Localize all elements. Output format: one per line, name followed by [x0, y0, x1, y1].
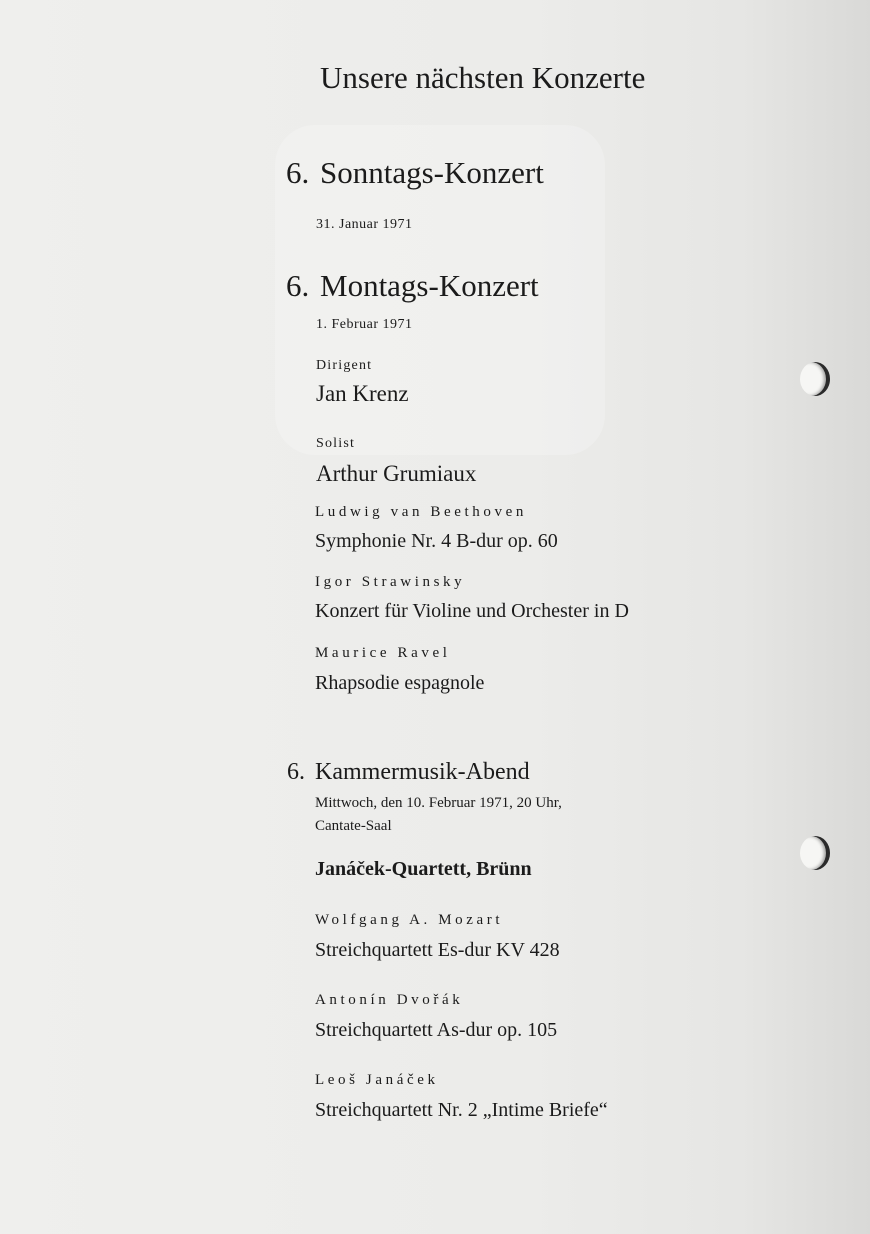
sunday-number: 6.	[286, 155, 310, 190]
sunday-date: 31. Januar 1971	[316, 217, 413, 232]
composer: Leoš Janáček	[315, 1072, 439, 1088]
punch-hole-top	[800, 362, 830, 396]
conductor-name: Jan Krenz	[316, 381, 409, 406]
monday-title: Montags-Konzert	[320, 268, 539, 303]
sunday-title: Sonntags-Konzert	[320, 155, 544, 190]
composer: Igor Strawinsky	[315, 574, 466, 590]
chamber-number: 6.	[287, 759, 305, 785]
chamber-date-line: Mittwoch, den 10. Februar 1971, 20 Uhr,	[315, 795, 562, 811]
work-title: Streichquartett Es-dur KV 428	[315, 939, 560, 961]
conductor-label: Dirigent	[316, 358, 373, 373]
chamber-title: Kammermusik-Abend	[315, 759, 530, 785]
work-title: Symphonie Nr. 4 B-dur op. 60	[315, 530, 558, 552]
work-title: Rhapsodie espagnole	[315, 672, 485, 694]
composer: Maurice Ravel	[315, 645, 451, 661]
ensemble-name: Janáček-Quartett, Brünn	[315, 858, 532, 880]
punch-hole-bottom	[800, 836, 830, 870]
soloist-label: Solist	[316, 436, 356, 451]
page-heading: Unsere nächsten Konzerte	[320, 60, 646, 95]
work-title: Streichquartett As-dur op. 105	[315, 1019, 558, 1041]
soloist-name: Arthur Grumiaux	[316, 461, 477, 486]
composer: Antonín Dvořák	[315, 992, 464, 1008]
chamber-venue-line: Cantate-Saal	[315, 818, 392, 834]
composer: Wolfgang A. Mozart	[315, 912, 504, 928]
composer: Ludwig van Beethoven	[315, 504, 527, 520]
monday-number: 6.	[286, 268, 310, 303]
monday-date: 1. Februar 1971	[316, 317, 413, 332]
work-title: Konzert für Violine und Orchester in D	[315, 600, 629, 622]
work-title: Streichquartett Nr. 2 „Intime Briefe“	[315, 1099, 608, 1121]
